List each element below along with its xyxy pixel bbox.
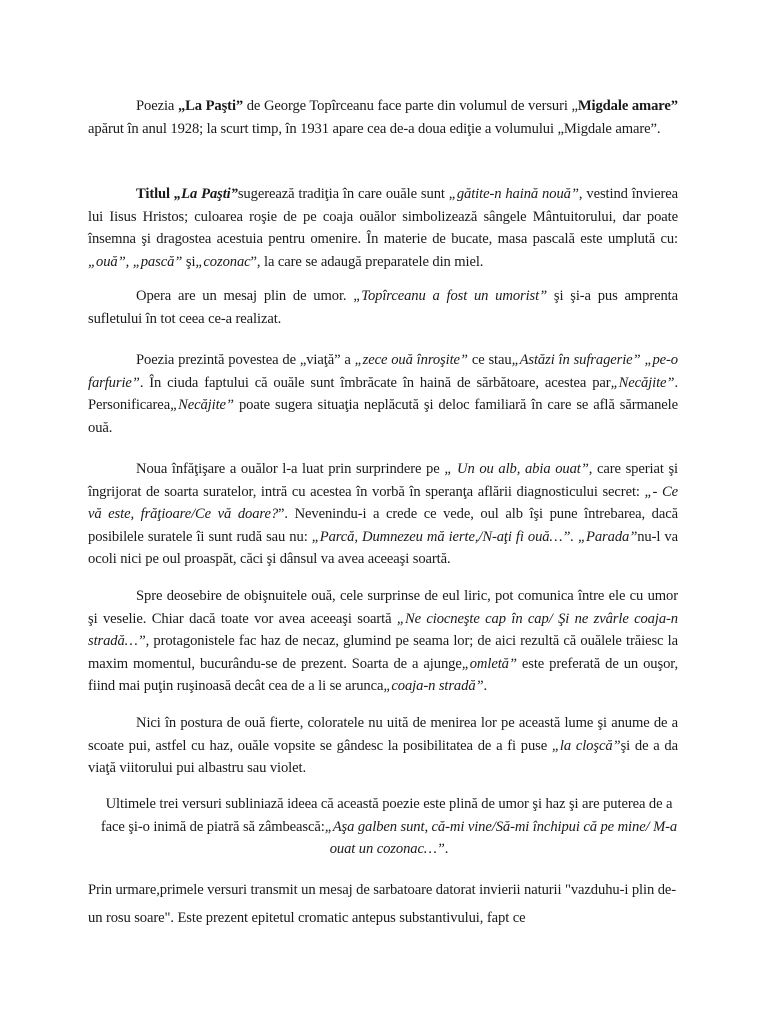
quote: „Aşa galben sunt, că-mi vine/Să-mi închipui că pe mine/ M-a ouat un cozonac…” xyxy=(324,818,678,857)
text: Poezia xyxy=(136,98,178,114)
paragraph-humor-eggs xyxy=(88,585,678,698)
text: apărut în anul 1928; la scurt timp, în 1931 apare cea de-a doua ediţie a volumului „Migdale amare”. xyxy=(88,120,661,137)
paragraph-boiled-eggs xyxy=(88,712,678,780)
text: , vestind învierea lui Iisus Hristos; culoarea roşie de pe coaja ouălor simbolizează sângele Mântuitorului, dar poate însemna şi dragostea acestuia pentru omenire. În materie de bucate, masa pascală este umplută cu: xyxy=(88,186,678,247)
text: nu-l va ocoli nici pe oul proaspăt, căci şi dânsul va avea aceeaşi soartă. xyxy=(88,528,678,567)
quote: „Ne ciocneşte cap în cap/ Şi ne zvârle coaja-n stradă…”, xyxy=(88,610,678,649)
text: . xyxy=(483,678,488,694)
text: . În ciuda faptului că ouăle sunt îmbrăcate în haină de sărbătoare, acestea par xyxy=(139,374,611,391)
paragraph-white-egg xyxy=(88,458,678,571)
quote: „- Ce vă este, frăţioare/Ce vă doare? xyxy=(88,483,678,522)
text: şi de a da viaţă viitorului pui albastru sau violet. xyxy=(88,737,678,776)
text: Spre deosebire de obişnuitele ouă, cele surprinse de eul liric, pot comunica între ele cu umor şi veselie. Chiar dacă toate vor avea aceeaşi soartă xyxy=(88,588,678,627)
text: Opera are un mesaj plin de umor. xyxy=(136,288,354,304)
quote: „omletă” xyxy=(461,655,517,672)
text: Noua înfăţişare a ouălor l-a luat prin surprindere pe xyxy=(136,461,445,477)
text: ”, la care se adaugă preparatele din miel. xyxy=(250,253,484,270)
text: care speriat şi îngrijorat de soarta suratelor, intră cu acestea în vorbă în speranţa aflării diagnosticului secret: xyxy=(88,461,678,500)
text: sugerează tradiţia în care ouăle sunt xyxy=(237,186,449,202)
text: de George Topîrceanu face parte din volumul de versuri „ xyxy=(243,98,578,114)
quote: „ouă”, „pască” xyxy=(88,253,183,270)
quote: „Topîrceanu a fost un umorist” xyxy=(353,288,548,304)
text: protagonistele fac haz de necaz, glumind pe seama lor; de aici rezultă că ouălele trăiesc la maxim momentul, bucurându-se de prezent. Soarta de a ajunge xyxy=(88,633,678,672)
quote: „Astăzi în sufragerie” „pe-o farfurie” xyxy=(88,352,678,391)
quote: „la cloşcă” xyxy=(551,737,621,754)
text: Ultimele trei versuri subliniază ideea că această poezie este plină de umor şi haz şi are puterea de a face şi-o inimă de piatră să zâmbească: xyxy=(100,796,673,835)
poem-title: „La Paşti” xyxy=(173,186,238,202)
text: Poezia prezintă povestea de „viaţă” a xyxy=(136,352,355,368)
text: . xyxy=(444,841,449,857)
quote: „zece ouă înroşite” xyxy=(354,352,468,368)
text: este preferată de un ouşor, fiind mai puţin ruşinoasă decât cea de a li se arunca xyxy=(88,655,678,694)
paragraph-final-verses xyxy=(98,793,680,861)
text: Nici în postura de ouă fierte, coloratele nu uită de menirea lor pe această lume şi anume de a scoate pui, astfel cu haz, ouăle vopsite se gândesc la posibilitatea de a fi puse xyxy=(88,715,678,754)
text: Prin urmare,primele versuri transmit un mesaj de sarbatoare datorat invierii naturii "vazduhu-i plin de-un rosu soare". Este prezent epitetul cromatic antepus substantivului, fapt ce xyxy=(88,882,677,926)
quote: „gătite-n haină nouă” xyxy=(448,186,579,202)
text: poate sugera situaţia neplăcută şi deloc familiară în care se află sărmanele ouă. xyxy=(88,397,678,436)
quote: „Parcă, Dumnezeu mă ierte,/N-aţi fi ouă…”. „Parada” xyxy=(311,528,638,545)
poem-title: „La Paşti” xyxy=(177,98,244,114)
text: şi xyxy=(182,253,196,270)
text: . Personificarea xyxy=(88,374,678,413)
text: ”. Nevenindu-i a crede ce vede, oul alb îşi pune întrebarea, dacă posibilele suratele îi sunt rudă sau nu: xyxy=(88,506,678,545)
paragraph-humor xyxy=(88,285,678,330)
text: Titlul xyxy=(136,186,174,202)
paragraph-title-meaning xyxy=(88,183,678,273)
text: şi şi-a pus amprenta sufletului în tot ceea ce-a realizat. xyxy=(88,288,678,327)
text: ce stau xyxy=(467,352,512,368)
paragraph-intro xyxy=(88,95,678,140)
quote: „coaja-n stradă” xyxy=(383,678,484,694)
quote: „Necăjite” xyxy=(170,397,234,413)
quote: „Necăjite” xyxy=(610,374,675,391)
quote: „ Un ou alb, abia ouat”, xyxy=(444,461,593,477)
paragraph-conclusion xyxy=(88,876,678,932)
volume-title: Migdale amare” xyxy=(577,98,678,114)
paragraph-story xyxy=(88,349,678,439)
quote: „cozonac xyxy=(195,253,251,270)
